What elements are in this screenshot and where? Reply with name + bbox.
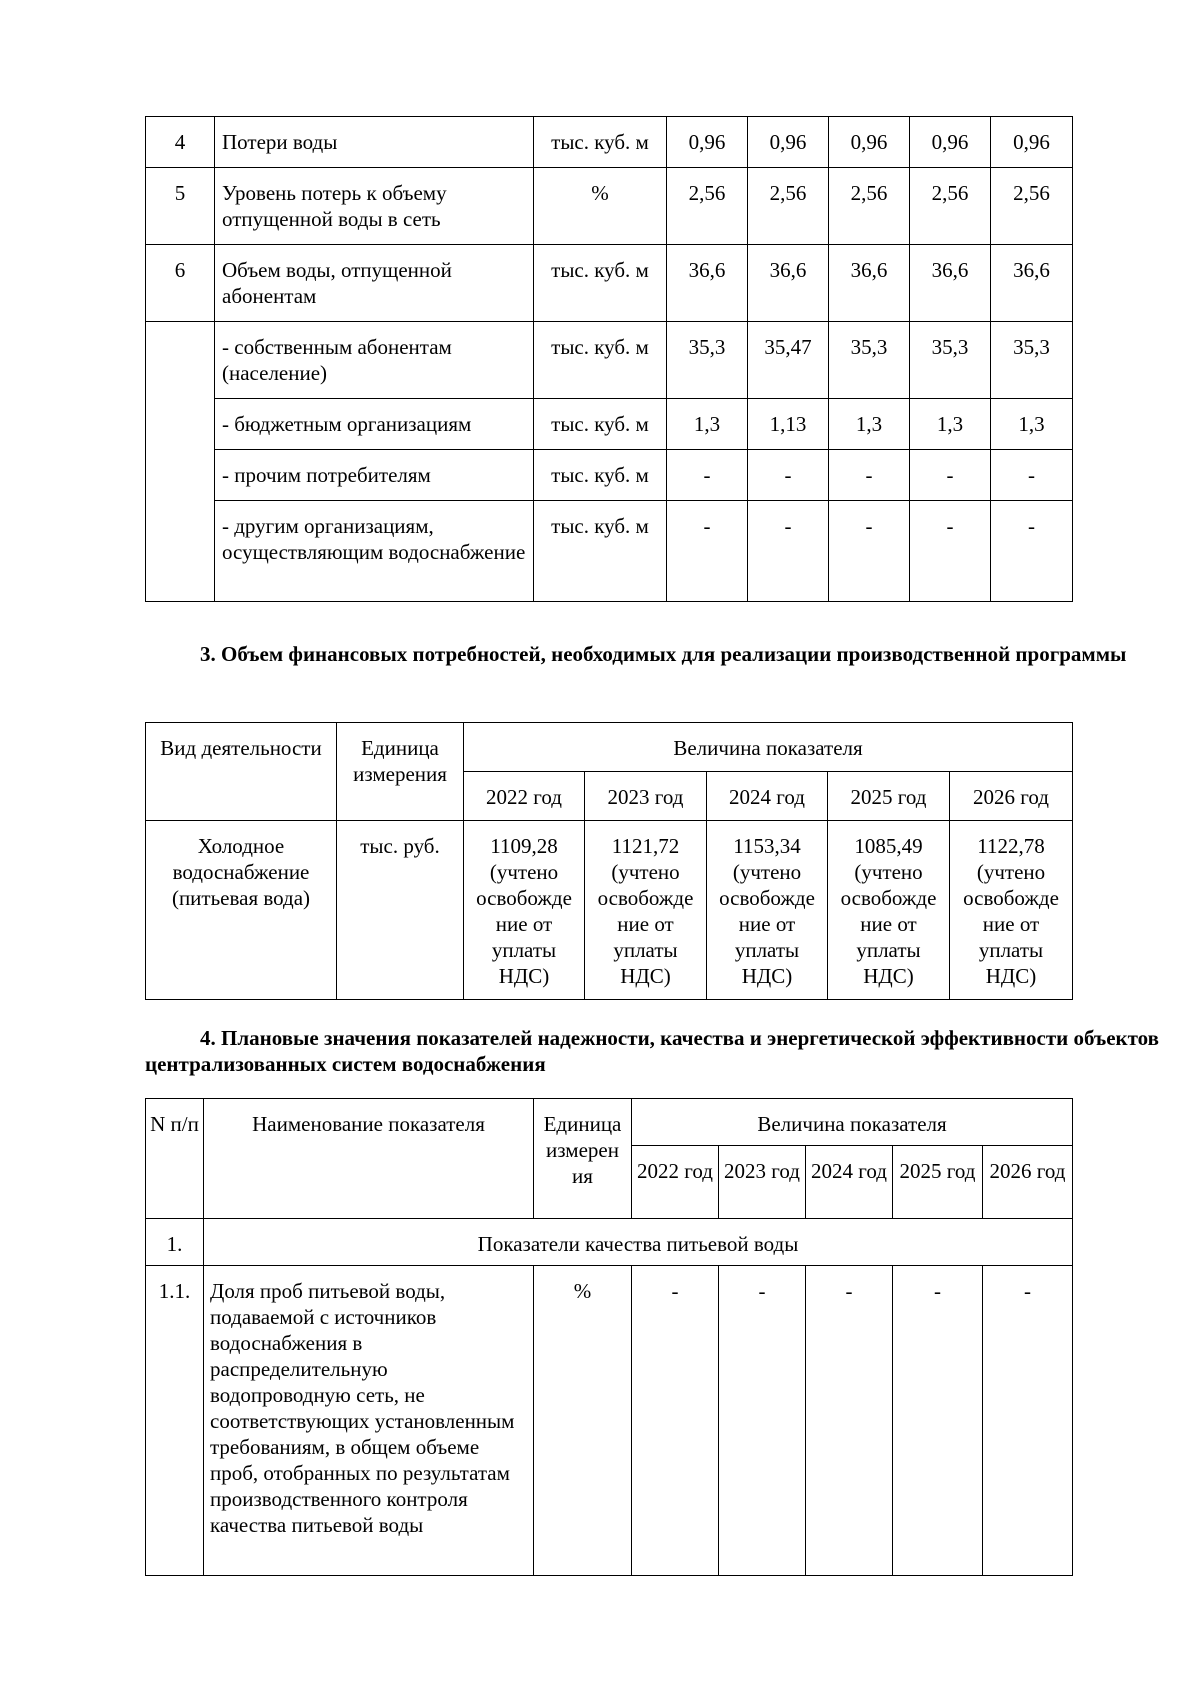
value-cell: - [748, 450, 829, 501]
value-cell: 35,47 [748, 322, 829, 399]
section-row [146, 1219, 1073, 1266]
header-row [146, 723, 1073, 772]
row-number: 5 [146, 168, 215, 245]
table-row [146, 245, 1073, 322]
indicator-name: - прочим потребителям [215, 450, 534, 501]
unit-cell: тыс. руб. [337, 821, 464, 1000]
value-cell: - [991, 450, 1073, 501]
amount: 1109,28 [490, 834, 558, 858]
header-year: 2026 год [950, 772, 1073, 821]
row-number: 6 [146, 245, 215, 322]
note-line: НДС) [498, 964, 550, 988]
header-year: 2023 год [719, 1146, 806, 1219]
amount: 1153,34 [733, 834, 801, 858]
section-heading-3: 3. Объем финансовых потребностей, необходимых для реализации производственной программы [200, 642, 1127, 666]
note-line: (учтено [976, 860, 1046, 884]
note-line: освобожде [963, 886, 1059, 910]
value-cell [464, 821, 585, 1000]
value-cell: - [719, 1266, 806, 1576]
section-heading-4: 4. Плановые значения показателей надежности, качества и энергетической эффективности объектов централизованных систем водоснабжения [145, 1026, 1159, 1076]
indicator-name: Объем воды, отпущенной абонентам [215, 245, 534, 322]
indicator-name: - другим организациям, осуществляющим водоснабжение [215, 501, 534, 602]
value-cell: - [910, 501, 991, 602]
value-cell: - [910, 450, 991, 501]
value-cell: 1,13 [748, 399, 829, 450]
note-line: уплаты [491, 938, 557, 962]
note-line: ние от [860, 912, 917, 936]
value-cell: 1,3 [667, 399, 748, 450]
value-cell: 36,6 [667, 245, 748, 322]
value-cell: 1,3 [991, 399, 1073, 450]
note-line: уплаты [856, 938, 921, 962]
note-line: уплаты [734, 938, 800, 962]
header-activity: Вид деятельности [146, 723, 337, 821]
header-year: 2022 год [632, 1146, 719, 1219]
table-row [146, 168, 1073, 245]
table-row [146, 399, 1073, 450]
amount: 1122,78 [977, 834, 1045, 858]
table-row [146, 1266, 1073, 1576]
value-cell [828, 821, 950, 1000]
unit-cell: % [534, 168, 667, 245]
value-cell: 2,56 [829, 168, 910, 245]
amount: 1121,72 [611, 834, 680, 858]
financial-needs-table [145, 722, 1073, 1000]
note-line: уплаты [978, 938, 1044, 962]
header-year: 2024 год [806, 1146, 893, 1219]
value-cell: 2,56 [667, 168, 748, 245]
value-cell: 2,56 [991, 168, 1073, 245]
note-line: ние от [738, 912, 796, 936]
row-number: 4 [146, 117, 215, 168]
value-cell: - [748, 501, 829, 602]
unit-cell: тыс. куб. м [534, 501, 667, 602]
unit-cell: тыс. куб. м [534, 245, 667, 322]
value-cell: - [829, 450, 910, 501]
value-cell: - [991, 501, 1073, 602]
value-cell: 36,6 [748, 245, 829, 322]
unit-cell: тыс. куб. м [534, 322, 667, 399]
section-num: 1. [146, 1219, 204, 1266]
note-line: освобожде [719, 886, 815, 910]
value-cell: 0,96 [991, 117, 1073, 168]
value-cell: 35,3 [910, 322, 991, 399]
header-year: 2022 год [464, 772, 585, 821]
activity-cell: Холодное водоснабжение (питьевая вода) [146, 821, 337, 1000]
value-cell: - [983, 1266, 1073, 1576]
note-line: (учтено [854, 860, 923, 884]
value-cell: 2,56 [910, 168, 991, 245]
value-cell: 36,6 [910, 245, 991, 322]
indicator-name: Доля проб питьевой воды, подаваемой с источников водоснабжения в распределительную водопроводную сеть, не соответствующих установленным требованиям, в общем объеме проб, отобранных по результатам производственного контроля качества питьевой воды [204, 1266, 534, 1576]
note-line: НДС) [863, 964, 914, 988]
value-cell: - [806, 1266, 893, 1576]
note-line: освобожде [597, 886, 694, 910]
note-line: ние от [495, 912, 553, 936]
value-cell: 36,6 [991, 245, 1073, 322]
row-number-empty [146, 322, 215, 602]
indicator-name: - собственным абонентам (население) [215, 322, 534, 399]
table-row [146, 450, 1073, 501]
value-cell: 0,96 [667, 117, 748, 168]
value-cell: 1,3 [910, 399, 991, 450]
unit-cell: тыс. куб. м [534, 117, 667, 168]
note-line: ние от [982, 912, 1040, 936]
header-num: N п/п [146, 1099, 204, 1219]
unit-cell: % [534, 1266, 632, 1576]
value-cell: - [829, 501, 910, 602]
row-number: 1.1. [146, 1266, 204, 1576]
note-line: освобожде [840, 886, 937, 910]
indicator-name: Потери воды [215, 117, 534, 168]
amount: 1085,49 [854, 834, 923, 858]
value-cell: 35,3 [667, 322, 748, 399]
header-year: 2026 год [983, 1146, 1073, 1219]
header-name: Наименование показателя [204, 1099, 534, 1219]
unit-cell: тыс. куб. м [534, 450, 667, 501]
indicator-name: - бюджетным организациям [215, 399, 534, 450]
value-cell: 36,6 [829, 245, 910, 322]
header-year: 2024 год [707, 772, 828, 821]
water-balance-table [145, 116, 1073, 602]
table-row [146, 501, 1073, 602]
value-cell [707, 821, 828, 1000]
value-cell: 0,96 [910, 117, 991, 168]
note-line: ние от [617, 912, 674, 936]
value-cell: - [893, 1266, 983, 1576]
indicator-name: Уровень потерь к объему отпущенной воды в сеть [215, 168, 534, 245]
note-line: уплаты [613, 938, 678, 962]
value-cell: 2,56 [748, 168, 829, 245]
header-value: Величина показателя [632, 1099, 1073, 1146]
value-cell: - [667, 450, 748, 501]
note-line: (учтено [489, 860, 559, 884]
value-cell: 0,96 [748, 117, 829, 168]
table-row [146, 117, 1073, 168]
value-cell: - [632, 1266, 719, 1576]
header-year: 2025 год [893, 1146, 983, 1219]
note-line: (учтено [611, 860, 680, 884]
reliability-indicators-table [145, 1098, 1073, 1576]
value-cell: 35,3 [991, 322, 1073, 399]
header-row [146, 1099, 1073, 1146]
header-value: Величина показателя [464, 723, 1073, 772]
note-line: НДС) [620, 964, 671, 988]
value-cell [585, 821, 707, 1000]
header-unit: Единица измерения [337, 723, 464, 821]
header-unit: Единица измерен ия [534, 1099, 632, 1219]
value-cell [950, 821, 1073, 1000]
value-cell: - [667, 501, 748, 602]
note-line: НДС) [741, 964, 793, 988]
value-cell: 0,96 [829, 117, 910, 168]
unit-cell: тыс. куб. м [534, 399, 667, 450]
value-cell: 1,3 [829, 399, 910, 450]
table-row [146, 322, 1073, 399]
section-title: Показатели качества питьевой воды [204, 1219, 1073, 1266]
table-row [146, 821, 1073, 1000]
note-line: НДС) [985, 964, 1037, 988]
value-cell: 35,3 [829, 322, 910, 399]
note-line: освобожде [476, 886, 572, 910]
note-line: (учтено [732, 860, 802, 884]
header-year: 2025 год [828, 772, 950, 821]
header-year: 2023 год [585, 772, 707, 821]
